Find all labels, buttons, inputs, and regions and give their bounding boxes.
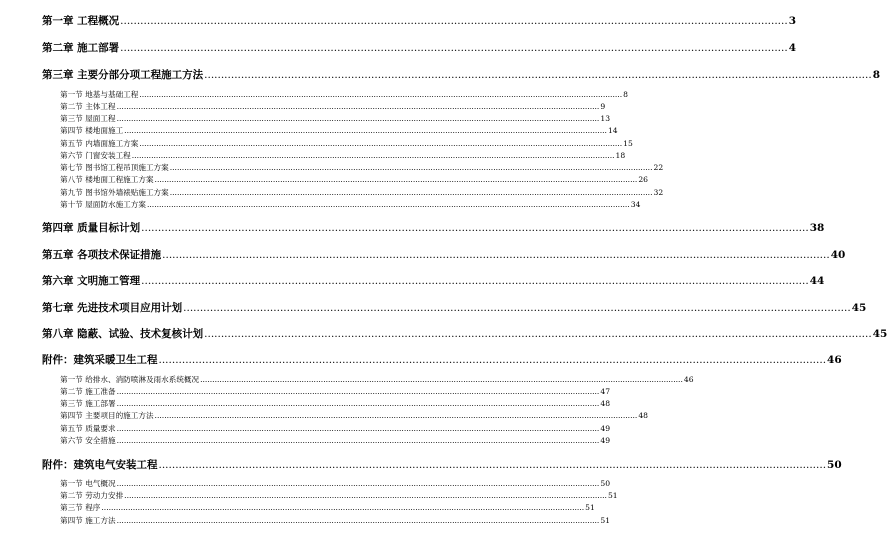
- toc-section-entry: [60, 386, 611, 397]
- toc-entry-label: 第五节 内墙面施工方案: [60, 139, 139, 148]
- toc-entry-label: 第七节 图书馆工程吊顶施工方案: [60, 163, 169, 172]
- toc-page-number: 3: [788, 15, 796, 27]
- toc-page-number: 22: [653, 163, 664, 172]
- toc-section-entry: [60, 423, 611, 434]
- toc-page-number: 50: [827, 459, 842, 471]
- toc-entry-label: 第六节 门窗安装工程: [60, 151, 131, 160]
- toc-page-number: 48: [600, 399, 611, 408]
- toc-entry-label: 第一节 地基与基础工程: [60, 90, 139, 99]
- dot-leader: ........................................................................................................................................................................................................: [120, 15, 788, 27]
- toc-section-entry: [60, 174, 648, 185]
- toc-entry-label: 第五章 各项技术保证措施: [42, 249, 162, 261]
- toc-section-entry: [60, 150, 626, 161]
- toc-page-number: 38: [809, 222, 825, 234]
- toc-section-entry: [60, 478, 611, 489]
- toc-entry-label: 第二节 劳动力安排: [60, 491, 124, 500]
- toc-page-number: 44: [809, 275, 825, 287]
- toc-page-number: 32: [653, 188, 664, 197]
- toc-entry-label: 第三节 程序: [60, 503, 101, 512]
- toc-entry-label: 第二节 主体工程: [60, 102, 116, 111]
- toc-entry-label: 第二章 施工部署: [42, 42, 120, 54]
- toc-entry-label: 第四节 楼地面施工: [60, 126, 124, 135]
- toc-page-number: 51: [600, 516, 611, 525]
- toc-chapter-entry: [42, 247, 846, 262]
- dot-leader: ........................................................................................................................................................................................................: [116, 102, 600, 111]
- toc-section-entry: [60, 162, 664, 173]
- toc-page-number: 51: [607, 491, 618, 500]
- dot-leader: ........................................................................................................................................................................................................: [204, 328, 872, 340]
- dot-leader: ........................................................................................................................................................................................................: [124, 126, 607, 135]
- toc-page-number: 50: [600, 479, 611, 488]
- toc-section-entry: [60, 502, 595, 513]
- toc-page-number: 8: [623, 90, 628, 99]
- dot-leader: ........................................................................................................................................................................................................: [183, 302, 851, 314]
- toc-chapter-entry: [42, 273, 825, 288]
- toc-entry-label: 第六节 安全措施: [60, 436, 116, 445]
- dot-leader: ........................................................................................................................................................................................................: [158, 354, 827, 366]
- toc-entry-label: 第一节 给排水、消防喷淋及雨水系统概况: [60, 375, 200, 384]
- toc-page-number: 34: [630, 200, 641, 209]
- dot-leader: ........................................................................................................................................................................................................: [124, 491, 607, 500]
- toc-section-entry: [60, 398, 611, 409]
- toc-page-number: 18: [615, 151, 626, 160]
- toc-page-number: 46: [827, 354, 842, 366]
- toc-entry-label: 第八章 隐蔽、试验、技术复核计划: [42, 328, 204, 340]
- toc-entry-label: 第六章 文明施工管理: [42, 275, 141, 287]
- toc-entry-label: 第四章 质量目标计划: [42, 222, 141, 234]
- dot-leader: ........................................................................................................................................................................................................: [141, 222, 809, 234]
- toc-page-number: 13: [600, 114, 611, 123]
- toc-section-entry: [60, 435, 611, 446]
- dot-leader: ........................................................................................................................................................................................................: [204, 69, 872, 81]
- dot-leader: ........................................................................................................................................................................................................: [162, 249, 830, 261]
- dot-leader: ........................................................................................................................................................................................................: [116, 399, 600, 408]
- dot-leader: ........................................................................................................................................................................................................: [131, 151, 615, 160]
- toc-page-number: 15: [623, 139, 633, 148]
- toc-section-entry: [60, 199, 641, 210]
- toc-entry-label: 第十节 屋面防水施工方案: [60, 200, 146, 209]
- toc-page-number: 51: [585, 503, 595, 512]
- toc-chapter-entry: [42, 40, 796, 55]
- toc-section-entry: [60, 89, 628, 100]
- toc-page-number: 45: [872, 328, 887, 340]
- dot-leader: ........................................................................................................................................................................................................: [158, 459, 827, 471]
- dot-leader: ........................................................................................................................................................................................................: [116, 387, 600, 396]
- dot-leader: ........................................................................................................................................................................................................: [139, 139, 623, 148]
- toc-entry-label: 附件：建筑采暖卫生工程: [42, 354, 158, 366]
- toc-page-number: 4: [788, 42, 796, 54]
- toc-page-number: 26: [638, 175, 648, 184]
- toc-entry-label: 第五节 质量要求: [60, 424, 116, 433]
- toc-page-number: 49: [600, 424, 611, 433]
- toc-section-entry: [60, 187, 664, 198]
- dot-leader: ........................................................................................................................................................................................................: [116, 114, 600, 123]
- toc-chapter-entry: [42, 13, 796, 28]
- dot-leader: ........................................................................................................................................................................................................: [116, 436, 600, 445]
- dot-leader: ........................................................................................................................................................................................................: [116, 424, 600, 433]
- dot-leader: ........................................................................................................................................................................................................: [154, 411, 638, 420]
- toc-entry-label: 附件：建筑电气安装工程: [42, 459, 158, 471]
- toc-entry-label: 第一节 电气概况: [60, 479, 116, 488]
- toc-chapter-entry: [42, 352, 842, 367]
- toc-section-entry: [60, 113, 611, 124]
- toc-page-number: 8: [872, 69, 880, 81]
- toc-page-number: 14: [607, 126, 618, 135]
- toc-chapter-entry: [42, 67, 880, 82]
- toc-page-number: 47: [600, 387, 611, 396]
- toc-page-number: 46: [683, 375, 694, 384]
- toc-section-entry: [60, 138, 633, 149]
- toc-chapter-entry: [42, 326, 887, 341]
- toc-page-number: 40: [830, 249, 846, 261]
- toc-page-number: 48: [638, 411, 648, 420]
- toc-section-entry: [60, 374, 694, 385]
- dot-leader: ........................................................................................................................................................................................................: [169, 188, 653, 197]
- dot-leader: ........................................................................................................................................................................................................: [169, 163, 653, 172]
- toc-entry-label: 第七章 先进技术项目应用计划: [42, 302, 183, 314]
- toc-section-entry: [60, 515, 611, 526]
- toc-chapter-entry: [42, 300, 867, 315]
- dot-leader: ........................................................................................................................................................................................................: [141, 275, 809, 287]
- toc-page-number: 9: [600, 102, 606, 111]
- toc-section-entry: [60, 125, 618, 136]
- toc-section-entry: [60, 490, 618, 501]
- toc-entry-label: 第三节 施工部署: [60, 399, 116, 408]
- toc-entry-label: 第二节 施工准备: [60, 387, 116, 396]
- toc-section-entry: [60, 101, 606, 112]
- toc-chapter-entry: [42, 457, 842, 472]
- dot-leader: ........................................................................................................................................................................................................: [101, 503, 585, 512]
- dot-leader: ........................................................................................................................................................................................................: [139, 90, 623, 99]
- toc-entry-label: 第四节 施工方法: [60, 516, 116, 525]
- toc-entry-label: 第三章 主要分部分项工程施工方法: [42, 69, 204, 81]
- toc-entry-label: 第八节 楼地面工程施工方案: [60, 175, 154, 184]
- toc-page-number: 45: [851, 302, 867, 314]
- dot-leader: ........................................................................................................................................................................................................: [200, 375, 683, 384]
- toc-page-number: 49: [600, 436, 611, 445]
- toc-section-entry: [60, 410, 648, 421]
- toc-entry-label: 第三节 屋面工程: [60, 114, 116, 123]
- dot-leader: ........................................................................................................................................................................................................: [154, 175, 638, 184]
- toc-entry-label: 第九节 图书馆外墙裱贴施工方案: [60, 188, 169, 197]
- dot-leader: ........................................................................................................................................................................................................: [146, 200, 630, 209]
- dot-leader: ........................................................................................................................................................................................................: [116, 479, 600, 488]
- toc-entry-label: 第四节 主要项目的施工方法: [60, 411, 154, 420]
- toc-entry-label: 第一章 工程概况: [42, 15, 120, 27]
- toc-chapter-entry: [42, 220, 825, 235]
- dot-leader: ........................................................................................................................................................................................................: [120, 42, 788, 54]
- dot-leader: ........................................................................................................................................................................................................: [116, 516, 600, 525]
